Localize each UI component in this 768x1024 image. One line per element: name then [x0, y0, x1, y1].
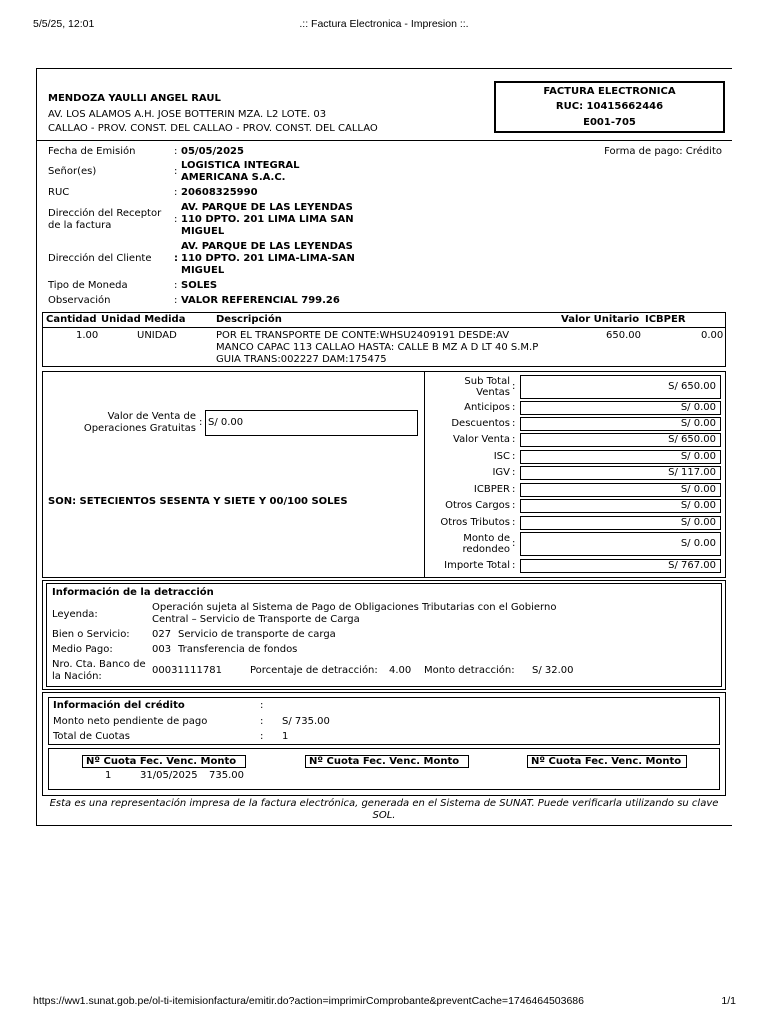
total-label	[428, 517, 510, 528]
dir-receptor-value-2: 110 DPTO. 201 LIMA LIMA SAN	[181, 214, 354, 225]
senor-label: Señor(es)	[48, 166, 97, 177]
cuenta-value: 00031111781	[152, 665, 222, 676]
total-value: S/ 0.00	[680, 538, 716, 549]
footer-note-2: SOL.	[372, 810, 396, 821]
total-label	[428, 434, 510, 445]
monto-detraccion-value: S/ 32.00	[532, 665, 574, 676]
total-value-field	[520, 499, 721, 513]
total-label-line-2: Ventas	[476, 387, 510, 398]
porcentaje-label: Porcentaje de detracción:	[250, 665, 378, 676]
senor-value-2: AMERICANA S.A.C.	[181, 172, 286, 183]
colon: :	[512, 467, 516, 478]
total-value-field	[520, 483, 721, 497]
leyenda-label: Leyenda:	[52, 609, 98, 620]
total-value: S/ 117.00	[668, 467, 716, 478]
print-url[interactable]: https://ww1.sunat.gob.pe/ol-ti-itemisionfactura/emitir.do?action=imprimirComprobante&preventCache=1746464503686	[33, 995, 584, 1007]
print-datetime: 5/5/25, 12:01	[33, 18, 95, 30]
item-icbper: 0.00	[701, 330, 724, 341]
total-label	[428, 533, 510, 555]
fecha-label: Fecha de Emisión	[48, 146, 136, 157]
colon: :	[512, 484, 516, 495]
dir-receptor-value-3: MIGUEL	[181, 226, 225, 237]
colon: :	[174, 187, 178, 198]
colon: :	[174, 214, 178, 225]
colon: :	[512, 402, 516, 413]
colon: :	[260, 731, 264, 742]
total-label-line-1: Otros Cargos	[445, 500, 510, 511]
total-label-line-1: IGV	[492, 467, 510, 478]
colon: :	[174, 146, 178, 157]
colon: :	[512, 434, 516, 445]
bien-code: 027	[152, 629, 172, 640]
forma-pago: Forma de pago: Crédito	[604, 146, 722, 157]
cuota-header-1: Nº Cuota Fec. Venc. Monto	[82, 755, 246, 768]
medio-label: Medio Pago:	[52, 644, 113, 655]
dir-receptor-label-1: Dirección del Receptor	[48, 208, 162, 219]
invoice-number: E001-705	[583, 117, 636, 128]
cuenta-label-2: la Nación:	[52, 671, 102, 682]
credito-title: Información del crédito	[53, 700, 185, 711]
credito-monto-value: S/ 735.00	[282, 716, 330, 727]
total-label-line-1: Sub Total	[464, 376, 510, 387]
senor-value-1: LOGISTICA INTEGRAL	[181, 160, 300, 171]
issuer-address-2: CALLAO - PROV. CONST. DEL CALLAO - PROV. CONST. DEL CALLAO	[48, 123, 378, 134]
total-value: S/ 0.00	[680, 500, 716, 511]
gratuitas-label-2: Operaciones Gratuitas	[83, 423, 196, 434]
colon: :	[512, 538, 516, 549]
total-label	[428, 451, 510, 462]
colon: :	[512, 451, 516, 462]
total-value: S/ 0.00	[680, 402, 716, 413]
son-text: SON: SETECIENTOS SESENTA Y SIETE Y 00/100 SOLES	[48, 496, 348, 507]
items-header-divider	[42, 327, 726, 328]
cuota-header-2: Nº Cuota Fec. Venc. Monto	[305, 755, 469, 768]
total-label	[428, 500, 510, 511]
colon: :	[512, 381, 516, 392]
gratuitas-value: S/ 0.00	[208, 417, 244, 428]
dir-cliente-value-2-colon: :	[174, 253, 178, 264]
cuota-header-3: Nº Cuota Fec. Venc. Monto	[527, 755, 687, 768]
total-label-line-1: Monto de	[463, 533, 510, 544]
medio-code: 003	[152, 644, 172, 655]
total-value: S/ 767.00	[668, 560, 716, 571]
ruc-label: RUC	[48, 187, 70, 198]
dir-cliente-value-3: MIGUEL	[181, 265, 225, 276]
total-label	[428, 376, 510, 398]
item-unidad: UNIDAD	[137, 330, 177, 341]
dir-cliente-label: Dirección del Cliente	[48, 253, 152, 264]
colon: :	[512, 517, 516, 528]
invoice-ruc: RUC: 10415662446	[555, 101, 664, 112]
total-label-line-2: redondeo	[462, 544, 510, 555]
total-label	[428, 560, 510, 571]
colon: :	[512, 560, 516, 571]
fecha-value: 05/05/2025	[181, 146, 244, 157]
dir-receptor-value-1: AV. PARQUE DE LAS LEYENDAS	[181, 202, 353, 213]
issuer-address-1: AV. LOS ALAMOS A.H. JOSE BOTTERIN MZA. L2 LOTE. 03	[48, 109, 327, 120]
bien-label: Bien o Servicio:	[52, 629, 130, 640]
total-value: S/ 0.00	[680, 451, 716, 462]
colon: :	[199, 417, 203, 428]
moneda-label: Tipo de Moneda	[48, 280, 128, 291]
total-value-field	[520, 450, 721, 464]
item-desc-1: POR EL TRANSPORTE DE CONTE:WHSU2409191 DESDE:AV	[216, 330, 510, 341]
cuenta-label-1: Nro. Cta. Banco de	[52, 659, 146, 670]
ruc-value: 20608325990	[181, 187, 258, 198]
print-page: 1/1	[721, 995, 736, 1007]
detraccion-title: Información de la detracción	[52, 587, 214, 598]
porcentaje-value: 4.00	[389, 665, 412, 676]
total-value-field	[520, 433, 721, 447]
total-label-line-1: Valor Venta	[453, 434, 510, 445]
col-icbper: ICBPER	[645, 314, 686, 325]
leyenda-2: Central – Servicio de Transporte de Carga	[152, 614, 360, 625]
invoice-title: FACTURA ELECTRONICA	[543, 86, 676, 97]
item-desc-3: GUIA TRANS:002227 DAM:175475	[216, 354, 387, 365]
total-value: S/ 650.00	[668, 381, 716, 392]
total-value-field	[520, 466, 721, 480]
total-label-line-1: Anticipos	[464, 402, 510, 413]
item-cantidad: 1.00	[76, 330, 99, 341]
colon: :	[260, 716, 264, 727]
print-title: .:: Factura Electronica - Impresion ::.	[299, 18, 469, 30]
col-cantidad: Cantidad	[46, 314, 97, 325]
total-value-field	[520, 516, 721, 530]
total-value: S/ 0.00	[680, 517, 716, 528]
colon: :	[174, 166, 178, 177]
total-value-field	[520, 375, 721, 399]
total-label-line-1: ISC	[493, 451, 510, 462]
total-label-line-1: Descuentos	[451, 418, 510, 429]
footer-note-1: Esta es una representación impresa de la factura electrónica, generada en el Sistema de SUNAT. Puede verificarla utilizando su clave	[49, 798, 719, 809]
issuer-name: MENDOZA YAULLI ANGEL RAUL	[48, 93, 221, 104]
moneda-value: SOLES	[181, 280, 218, 291]
cuota-monto: 735.00	[209, 770, 244, 781]
credito-monto-label: Monto neto pendiente de pago	[53, 716, 208, 727]
total-label	[428, 418, 510, 429]
total-value: S/ 0.00	[680, 418, 716, 429]
medio-value: Transferencia de fondos	[178, 644, 298, 655]
total-value-field	[520, 559, 721, 573]
total-value-field	[520, 401, 721, 415]
total-label	[428, 467, 510, 478]
colon: :	[174, 295, 178, 306]
colon: :	[260, 700, 264, 711]
dir-cliente-value-1: AV. PARQUE DE LAS LEYENDAS	[181, 241, 353, 252]
dir-receptor-label-2: de la factura	[48, 220, 112, 231]
total-label-line-1: ICBPER	[473, 484, 510, 495]
total-value: S/ 650.00	[668, 434, 716, 445]
detraccion-section	[46, 583, 722, 687]
item-valor-unitario: 650.00	[606, 330, 641, 341]
dir-cliente-value-2: 110 DPTO. 201 LIMA-LIMA-SAN	[181, 253, 355, 264]
colon: :	[512, 500, 516, 511]
total-label	[428, 402, 510, 413]
col-unidad: Unidad Medida	[101, 314, 186, 325]
gratuitas-field	[205, 410, 418, 436]
total-label	[428, 484, 510, 495]
monto-detraccion-label: Monto detracción:	[424, 665, 515, 676]
total-value: S/ 0.00	[680, 484, 716, 495]
total-value-field	[520, 417, 721, 431]
gratuitas-label-1: Valor de Venta de	[107, 411, 196, 422]
col-valor-unitario: Valor Unitario	[561, 314, 640, 325]
cuota-fecha: 31/05/2025	[140, 770, 198, 781]
invoice-box	[494, 81, 725, 133]
total-label-line-1: Importe Total	[444, 560, 510, 571]
cuotas-label: Total de Cuotas	[53, 731, 130, 742]
total-label-line-1: Otros Tributos	[440, 517, 510, 528]
colon: :	[512, 418, 516, 429]
colon: :	[174, 280, 178, 291]
item-desc-2: MANCO CAPAC 113 CALLAO HASTA: CALLE B MZ A D LT 40 S.M.P	[216, 342, 539, 353]
leyenda-1: Operación sujeta al Sistema de Pago de Obligaciones Tributarias con el Gobierno	[152, 602, 557, 613]
total-value-field	[520, 532, 721, 556]
bien-value: Servicio de transporte de carga	[178, 629, 336, 640]
cuota-numero: 1	[105, 770, 112, 781]
obs-label: Observación	[48, 295, 111, 306]
obs-value: VALOR REFERENCIAL 799.26	[181, 295, 340, 306]
divider	[36, 140, 732, 141]
col-descripcion: Descripción	[216, 314, 282, 325]
cuotas-value: 1	[282, 731, 289, 742]
